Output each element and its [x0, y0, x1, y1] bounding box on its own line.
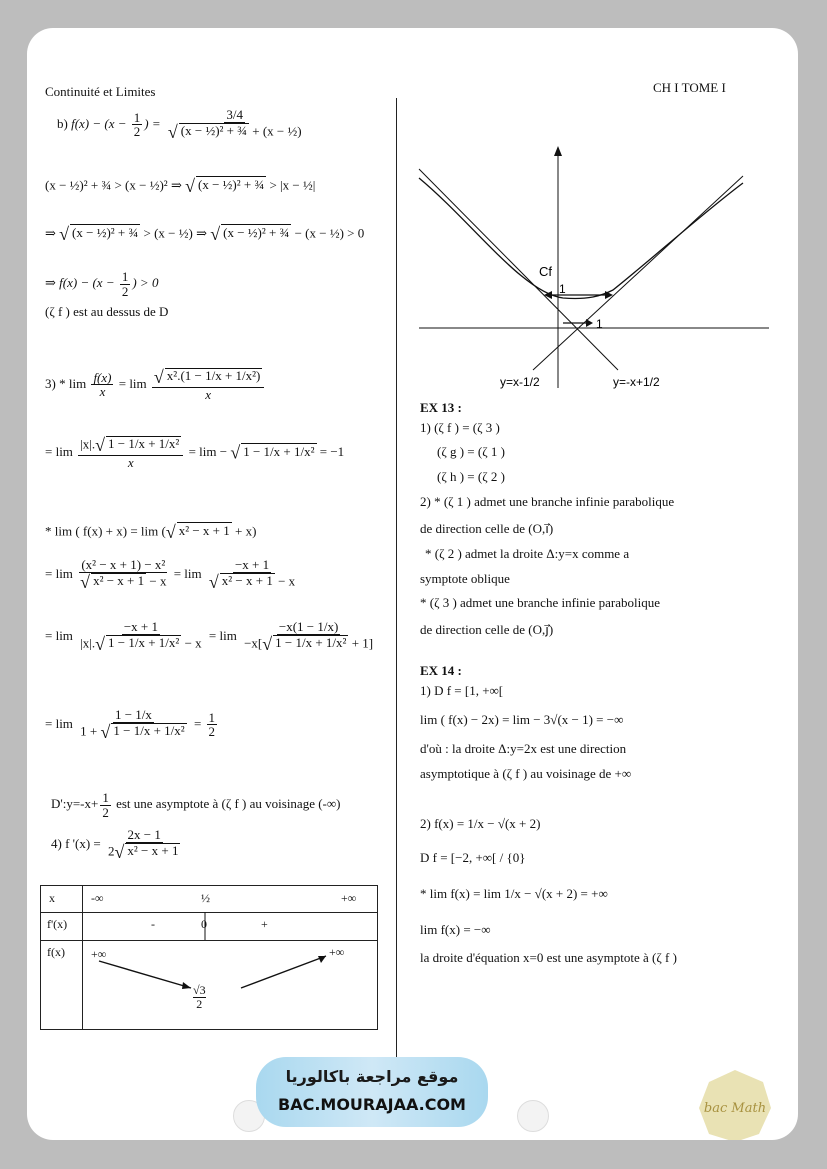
- formula-limit-3: * lim ( f(x) + x) = lim (√ x² − x + 1 + x): [45, 522, 257, 542]
- arrowhead-decreasing: [182, 982, 191, 989]
- table-cell-minus: -: [151, 917, 155, 931]
- ex14-line-7: * lim f(x) = lim 1/x − √(x + 2) = +∞: [420, 886, 608, 901]
- ex14-line-1: 1) D f = [1, +∞[: [420, 683, 504, 698]
- ex14-line-2: lim ( f(x) − 2x) = lim − 3√(x − 1) = −∞: [420, 712, 624, 727]
- ex13-line-9: de direction celle de (O,j⃗): [420, 622, 554, 637]
- ex13-line-3: (ζ h ) = (ζ 2 ): [437, 469, 505, 484]
- min-numerator: √3: [193, 983, 206, 997]
- table-cell-fx: f(x): [47, 945, 65, 959]
- table-cell-pinf: +∞: [341, 891, 357, 905]
- arrow-decreasing: [99, 961, 191, 988]
- formula-limit-2: = lim $\frac{\text{|x|.√ 1 − 1/x + 1/x²}}{x}$ = lim − √ 1 − 1/x + 1/x² = −1: [45, 435, 345, 470]
- formula-limit-4: = lim $\frac{\text{(x² − x + 1) − x²}}{\text{√ x² − x + 1 − x}}$ = lim $\frac{-x + 1}{\text{√ x² − x + 1 − x}}$: [45, 557, 296, 592]
- y-axis-arrow-icon: [554, 146, 562, 156]
- right-logo-icon: [517, 1100, 549, 1132]
- asym-line-label: D':y=-x+: [51, 796, 99, 812]
- site-name-arabic: موقع مراجعة باكالوريا: [285, 1067, 459, 1086]
- asym-line-tail: est une asymptote à (ζ f ) au voisinage (-∞): [112, 796, 341, 812]
- formula-ineq-3: ⇒ f(x) − (x − $\frac{1}{2}$ ) > 0: [45, 269, 159, 299]
- unit-arrow-icon: [586, 319, 593, 327]
- ex13-line-1: 1) (ζ f ) = (ζ 3 ): [420, 420, 500, 435]
- formula-ineq-1: (x − ½)² + ¾ > (x − ½)² ⇒ √ (x − ½)² + ¾ > |x − ½|: [45, 176, 316, 196]
- derivative-formula: 4) f '(x) = $\frac{2x - 1}{\text{2√ x² − x + 1}}$: [51, 827, 179, 862]
- ex13-line-6: * (ζ 2 ) admet la droite Δ:y=x comme a: [425, 546, 630, 561]
- part-b-label: b): [57, 115, 68, 131]
- deriv-numerator: 2x − 1: [127, 827, 161, 842]
- item3-label: 3) *: [45, 375, 66, 391]
- above-note: (ζ f ) est au dessus de D: [45, 304, 169, 319]
- curve-cf: [419, 178, 743, 299]
- asymptote-label-right: y=-x+1/2: [613, 375, 660, 389]
- table-cell-x: x: [49, 891, 55, 905]
- table-cell-zero: 0: [201, 917, 207, 931]
- tome-label: CH I TOME I: [653, 80, 726, 95]
- badge-text: bac Math: [703, 1101, 767, 1116]
- ex14-title: EX 14 :: [420, 663, 462, 678]
- column-divider: [396, 98, 397, 1063]
- asymptote-line-1: [419, 169, 618, 370]
- unit-label-y: 1: [559, 282, 566, 296]
- ex13-line-5: de direction celle de (O,i⃗): [420, 521, 554, 536]
- formula-ineq-2: ⇒ √ (x − ½)² + ¾ > (x − ½) ⇒ √ (x − ½)² + ¾ − (x − ½) > 0: [45, 224, 365, 244]
- ex14-line-8: lim f(x) = −∞: [420, 922, 491, 937]
- curve-label: Cf: [539, 264, 552, 279]
- bac-math-badge: [697, 1068, 773, 1140]
- ex13-line-4: 2) * (ζ 1 ) admet une branche infinie parabolique: [420, 494, 675, 509]
- table-cell-minf: -∞: [91, 891, 104, 905]
- ex14-line-3: d'où : la droite Δ:y=2x est une direction: [420, 741, 627, 756]
- chapter-title: Continuité et Limites: [45, 84, 156, 99]
- ex14-line-6: D f = [−2, +∞[ / {0}: [420, 850, 526, 865]
- variation-arrows: [41, 886, 377, 1029]
- table-cell-fx-pinf: +∞: [329, 945, 345, 959]
- arrow-increasing: [241, 956, 326, 988]
- formula-limit-fx-x: 3) * lim $\frac{f(x)}{x}$ = lim $\frac{\text{√ x².(1 − 1/x + 1/x²)}}{x}$: [45, 368, 266, 402]
- variation-table: [40, 885, 378, 1030]
- unit-label-x: 1: [596, 317, 603, 331]
- table-cell-fprime: f'(x): [47, 917, 68, 931]
- asymptote-label-left: y=x-1/2: [500, 375, 540, 389]
- ex13-title: EX 13 :: [420, 400, 462, 415]
- table-cell-plus: +: [261, 917, 268, 931]
- deriv-denominator: x² − x + 1: [127, 843, 179, 859]
- asymptote-line-2: [533, 176, 743, 370]
- ex13-line-2: (ζ g ) = (ζ 1 ): [437, 444, 505, 459]
- asymptote-statement: D':y=-x+ $\frac{1}{2}$ est une asymptote à (ζ f ) au voisinage (-∞): [51, 790, 341, 820]
- formula-limit-6: = lim $\frac{1 - 1/x}{\text{1 + √ 1 − 1/x + 1/x²}}$ = $\frac{1}{2}$: [45, 707, 216, 742]
- site-banner[interactable]: [256, 1057, 488, 1127]
- arrowhead-increasing: [318, 956, 326, 963]
- function-graph: [413, 138, 773, 398]
- ex14-line-9: la droite d'équation x=0 est une asymptote à (ζ f ): [420, 950, 677, 965]
- formula-b: b) f(x) − (x − $\frac{1}{2}$ ) = $\frac{3/4}{\text{√ (x − ½)² + ¾ + (x − ½)}}$: [57, 107, 302, 142]
- item4-label: 4) f '(x) =: [51, 835, 101, 851]
- ex14-line-4: asymptotique à (ζ f ) au voisinage de +∞: [420, 766, 632, 781]
- min-denominator: 2: [196, 997, 203, 1012]
- ex13-line-7: symptote oblique: [420, 571, 510, 586]
- table-cell-fx-minf: +∞: [91, 947, 107, 961]
- ex14-line-5: 2) f(x) = 1/x − √(x + 2): [420, 816, 541, 831]
- table-cell-half: ½: [201, 891, 210, 905]
- formula-limit-5: = lim $\frac{-x + 1}{\text{|x|.√ 1 − 1/x + 1/x² − x}}$ = lim $\frac{-x(1 - 1/x)}{\text{−x[√ 1 − 1/x + 1/x² + 1]}}$: [45, 619, 374, 654]
- site-url[interactable]: BAC.MOURAJAA.COM: [278, 1095, 466, 1114]
- page-sheet: [27, 28, 798, 1140]
- ex13-line-8: * (ζ 3 ) admet une branche infinie parabolique: [420, 595, 661, 610]
